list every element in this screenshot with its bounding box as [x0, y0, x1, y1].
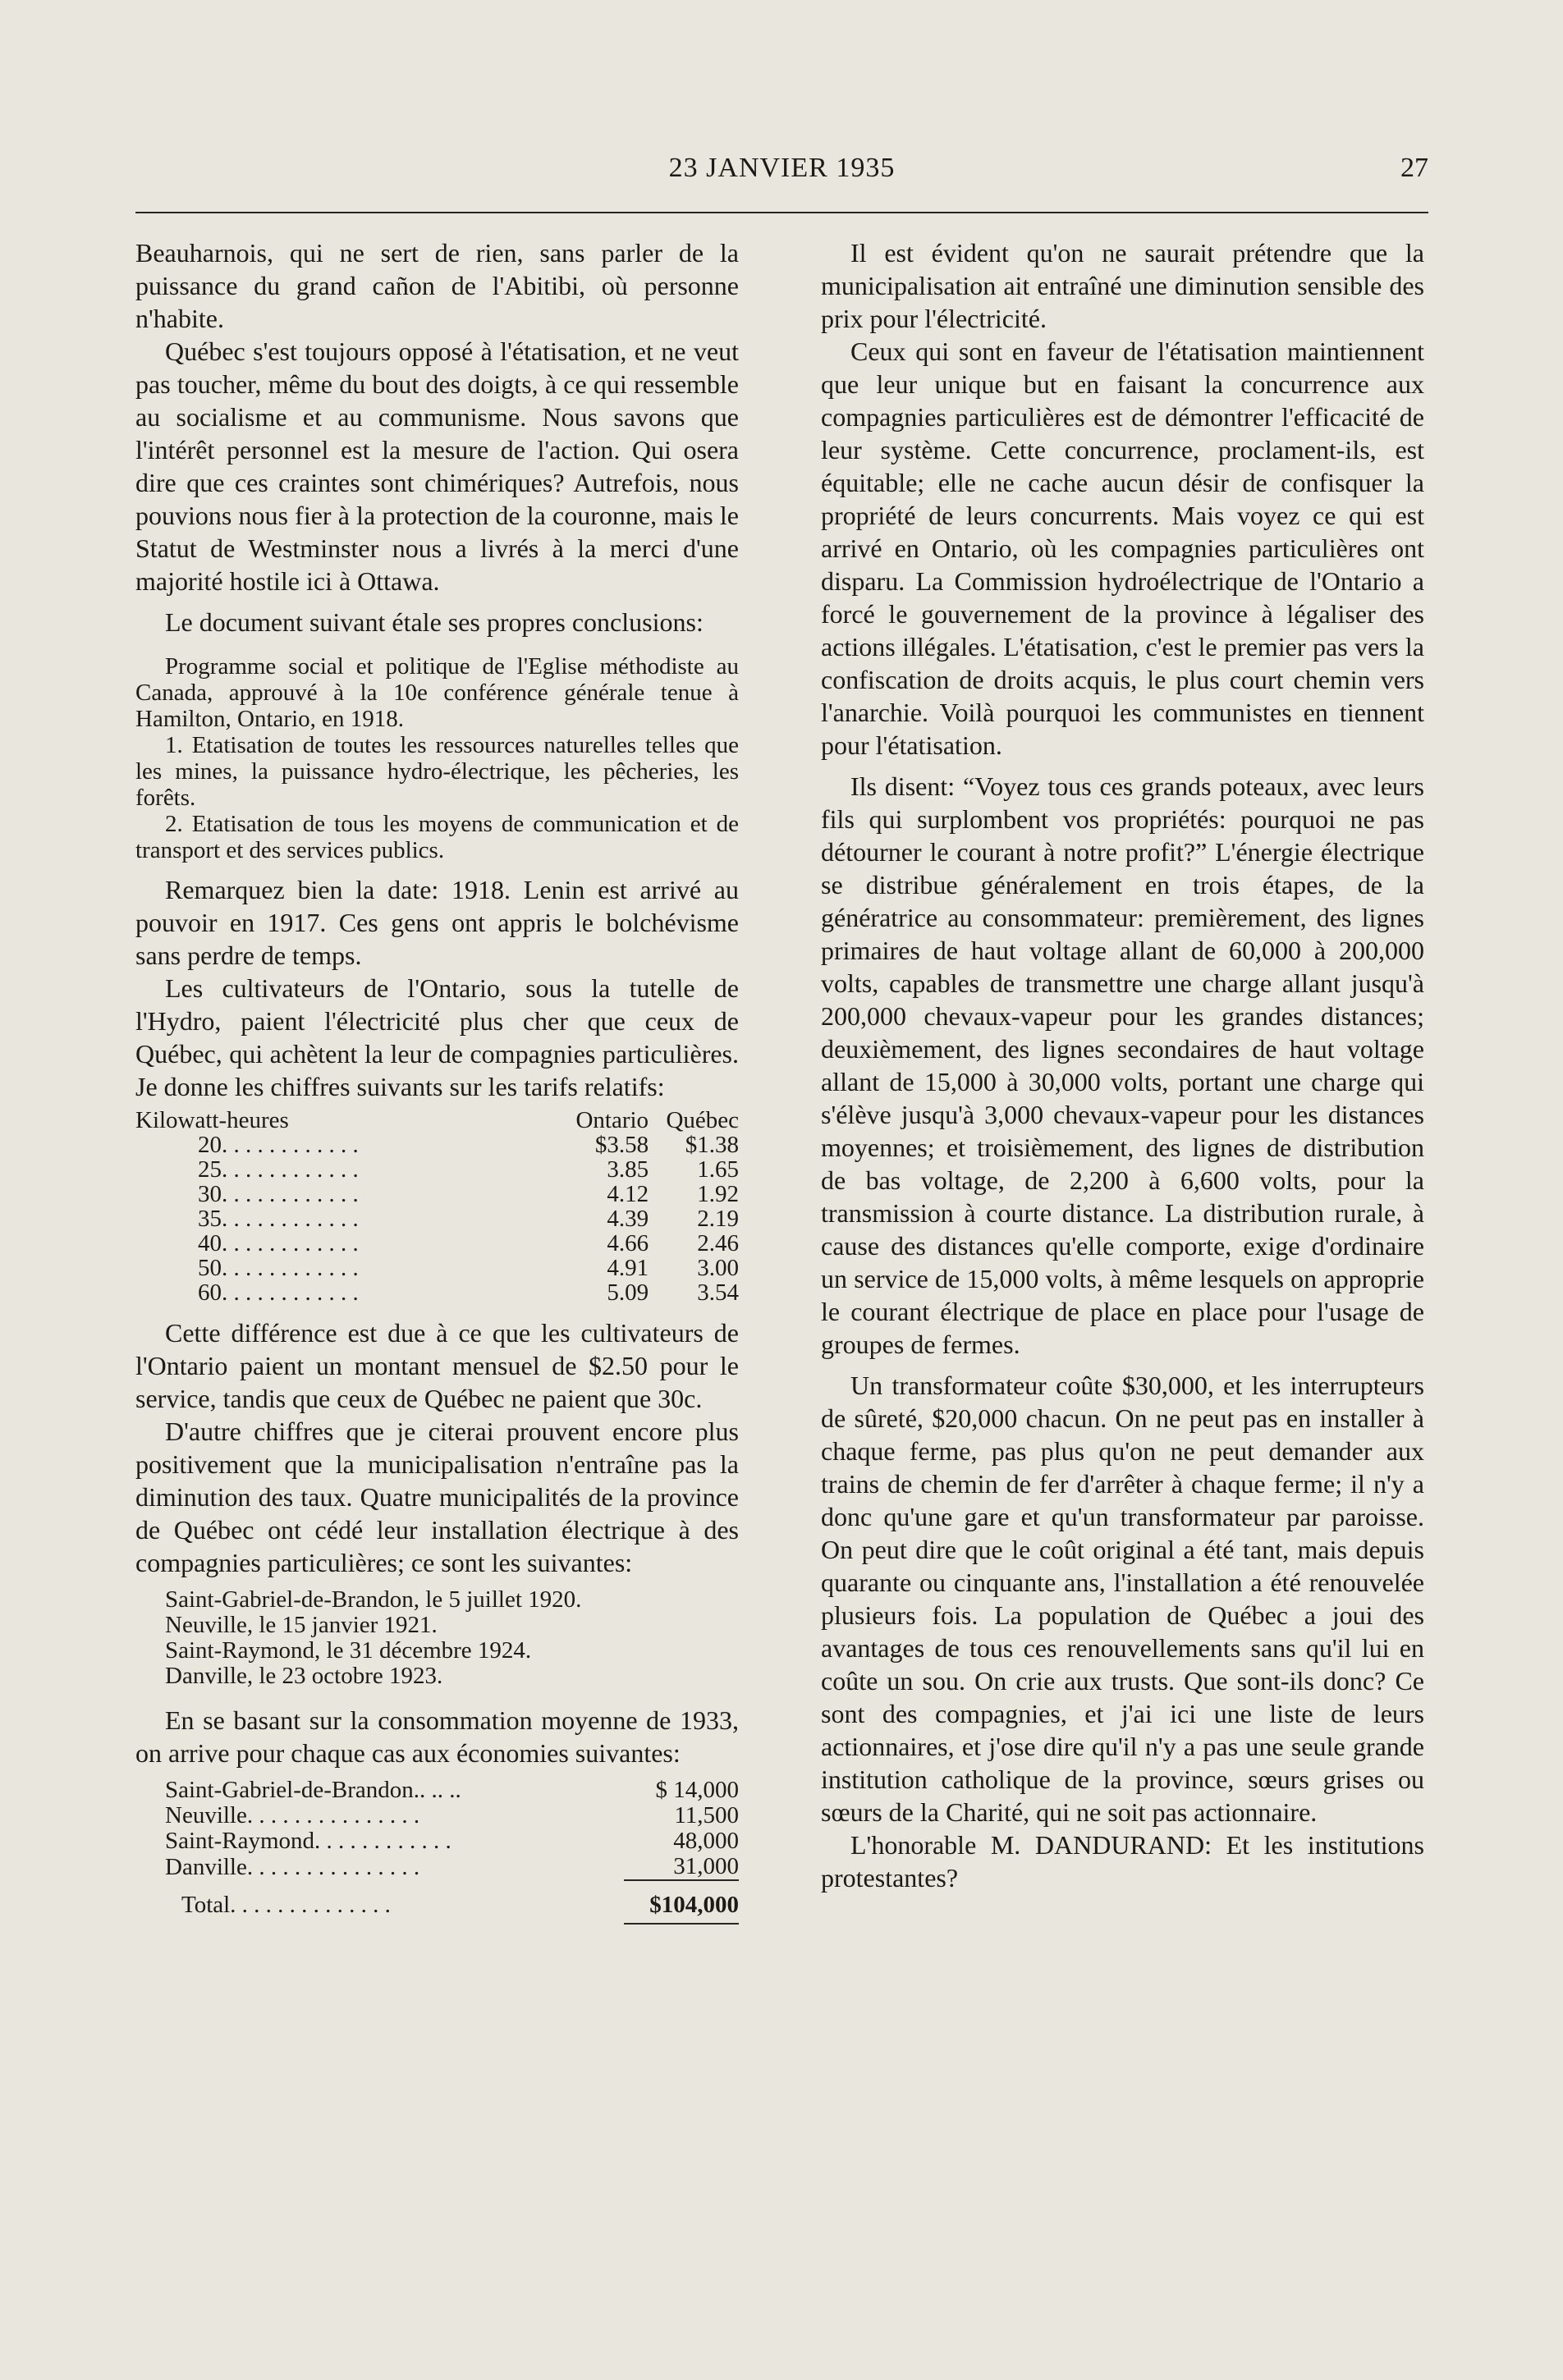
page-date: 23 JANVIER 1935 [668, 153, 896, 183]
cell-label: Neuville. . . . . . . . . . . . . . . [165, 1803, 420, 1828]
total-row [135, 1880, 739, 1918]
total-label: Total. . . . . . . . . . . . . . [181, 1891, 391, 1918]
paragraph: D'autre chiffres que je citerai prouvent encore plus positivement que la municipalisation n'entraîne pas la diminution des taux. Quatre municipalités de la province de Québec ont cédé leur installation électrique à des compagnies particulières; ce sont les suivantes: [135, 1417, 739, 1577]
cell-amount: 48,000 [673, 1828, 739, 1854]
right-column [821, 236, 1424, 1894]
table-row [135, 1182, 739, 1206]
column-header: Ontario [575, 1107, 649, 1133]
quote-item: 2. Etatisation de tous les moyens de communication et de transport et des services publics. [135, 811, 739, 863]
cell-amount: 11,500 [674, 1802, 739, 1828]
table-row [135, 1256, 739, 1280]
cell-quebec: 3.54 [697, 1279, 739, 1306]
cell-quebec: 1.92 [697, 1181, 739, 1207]
total-amount: $104,000 [624, 1880, 739, 1918]
table-row [135, 1231, 739, 1256]
table-row [135, 1280, 739, 1305]
list-item: Danville, le 23 octobre 1923. [165, 1663, 443, 1689]
list-item: Saint-Gabriel-de-Brandon, le 5 juillet 1920. [165, 1586, 582, 1613]
table-row [135, 1854, 739, 1880]
list-item: Neuville, le 15 janvier 1921. [165, 1612, 438, 1638]
cell-ontario: 5.09 [607, 1279, 649, 1306]
paragraph: Les cultivateurs de l'Ontario, sous la tutelle de l'Hydro, paient l'électricité plus cher que ceux de Québec, qui achètent la leur de compagnies particulières. Je donne les chiffres suivants sur les tarifs relatifs: [135, 973, 739, 1101]
column-header: Québec [666, 1107, 739, 1133]
tariff-table [135, 1108, 739, 1305]
table-header-row [135, 1108, 739, 1133]
paragraph: En se basant sur la consommation moyenne de 1933, on arrive pour chaque cas aux économies suivantes: [135, 1705, 739, 1768]
cell-kwh: 30. . . . . . . . . . . . [198, 1182, 359, 1206]
paragraph: Un transformateur coûte $30,000, et les interrupteurs de sûreté, $20,000 chacun. On ne peut pas en installer à chaque ferme, pas plus qu'on ne peut demander aux trains de chemin de fer d'arrêter à chaque ferme; il n'y a donc qu'une gare et qu'un transformateur par paroisse. On peut dire que le coût original a été tant, mais depuis quarante ou cinquante ans, l'installation a été renouvelée plusieurs fois. La population de Québec a joui des avantages de tous ces renouvellements sans qu'il lui en coûte un sou. On crie aux trusts. Que sont-ils donc? Ce sont des compagnies, et j'ai ici une liste de leurs actionnaires, et j'ose dire qu'il n'y a pas une seule grande institution catholique de la province, sœurs grises ou sœurs de la Charité, qui ne soit pas actionnaire. [821, 1371, 1424, 1827]
cell-quebec: 2.19 [697, 1206, 739, 1232]
cell-amount: 31,000 [673, 1853, 739, 1879]
table-row [135, 1157, 739, 1182]
cell-quebec: 1.65 [697, 1156, 739, 1183]
left-column [135, 236, 739, 1925]
cell-ontario: 4.91 [607, 1255, 649, 1281]
paragraph: Il est évident qu'on ne saurait prétendre que la municipalisation ait entraîné une diminution sensible des prix pour l'électricité. [821, 238, 1424, 333]
table-row [135, 1828, 739, 1854]
cell-kwh: 20. . . . . . . . . . . . [198, 1133, 359, 1157]
paragraph: Cette différence est due à ce que les cultivateurs de l'Ontario paient un montant mensuel de $2.50 pour le service, tandis que ceux de Québec ne paient que 30c. [135, 1318, 739, 1413]
interjection: L'honorable M. DANDURAND: Et les institutions protestantes? [821, 1830, 1424, 1893]
cell-label: Saint-Gabriel-de-Brandon.. .. .. [165, 1778, 461, 1803]
cell-kwh: 25. . . . . . . . . . . . [198, 1157, 359, 1182]
cell-amount: $ 14,000 [655, 1777, 739, 1803]
municipality-dates-list [135, 1587, 739, 1689]
paragraph: Ils disent: “Voyez tous ces grands poteaux, avec leurs fils qui surplombent vos propriétés: pourquoi ne pas détourner le courant à notre profit?” L'énergie électrique se distribue généralement en trois étapes, de la génératrice au consommateur: premièrement, des lignes primaires de haut voltage allant de 60,000 à 200,000 volts, capables de transmettre une charge allant jusqu'à 200,000 chevaux-vapeur pour les grandes distances; deuxièmement, des lignes secondaires de haut voltage allant de 15,000 à 30,000 volts, portant une charge qui s'élève jusqu'à 3,000 chevaux-vapeur pour les distances moyennes; et troisièmement, des lignes de distribution de bas voltage, de 2,200 à 6,600 volts, pour la transmission à courte distance. La distribution rurale, à cause des distances qu'elle comporte, exige d'ordinaire un service de 15,000 volts, à même lesquels on approprie le courant électrique de place en place pour l'usage de groupes de fermes. [821, 771, 1424, 1359]
cell-label: Danville. . . . . . . . . . . . . . . [165, 1854, 420, 1880]
cell-ontario: 4.66 [607, 1230, 649, 1256]
page-header [135, 153, 1428, 202]
cell-kwh: 35. . . . . . . . . . . . [198, 1206, 359, 1231]
table-row [135, 1803, 739, 1828]
table-row [135, 1206, 739, 1231]
paragraph: Ceux qui sont en faveur de l'étatisation maintiennent que leur unique but en faisant la concurrence aux compagnies particulières est de démontrer l'efficacité de leur système. Cette concurrence, proclament-ils, est équitable; elle ne cache aucun désir de confisquer la propriété de leurs concurrents. Mais voyez ce qui est arrivé en Ontario, où les compagnies particulières ont disparu. La Commission hydroélectrique de l'Ontario a forcé le gouvernement de la province à légaliser des actions illégales. L'étatisation, c'est le premier pas vers la confiscation de droits acquis, le plus court chemin vers l'anarchie. Voilà pourquoi les communistes en tiennent pour l'étatisation. [821, 336, 1424, 760]
cell-ontario: 3.85 [607, 1156, 649, 1183]
paragraph: Beauharnois, qui ne sert de rien, sans parler de la puissance du grand cañon de l'Abitibi, où personne n'habite. [135, 238, 739, 333]
paragraph: Le document suivant étale ses propres conclusions: [165, 607, 704, 637]
quote-item: 1. Etatisation de toutes les ressources naturelles telles que les mines, la puissance hydro-électrique, les pêcheries, les forêts. [135, 732, 739, 811]
paragraph: Remarquez bien la date: 1918. Lenin est arrivé au pouvoir en 1917. Ces gens ont appris le bolchévisme sans perdre de temps. [135, 875, 739, 970]
cell-kwh: 50. . . . . . . . . . . . [198, 1256, 359, 1280]
cell-ontario: 4.39 [607, 1206, 649, 1232]
total-underline [624, 1923, 739, 1925]
cell-label: Saint-Raymond. . . . . . . . . . . . [165, 1828, 451, 1854]
cell-kwh: 40. . . . . . . . . . . . [198, 1231, 359, 1256]
cell-quebec: 3.00 [697, 1255, 739, 1281]
column-header: Kilowatt-heures [135, 1108, 289, 1133]
cell-quebec: $1.38 [685, 1132, 739, 1158]
cell-quebec: 2.46 [697, 1230, 739, 1256]
list-item: Saint-Raymond, le 31 décembre 1924. [165, 1637, 532, 1664]
page-number: 27 [1400, 153, 1428, 183]
quoted-program [135, 653, 739, 863]
quote-title: Programme social et politique de l'Eglise méthodiste au Canada, approuvé à la 10e conférence générale tenue à Hamilton, Ontario, en 1918. [135, 653, 739, 732]
header-rule [135, 212, 1428, 213]
cell-ontario: $3.58 [594, 1132, 649, 1158]
paragraph: Québec s'est toujours opposé à l'étatisation, et ne veut pas toucher, même du bout des doigts, à ce qui ressemble au socialisme et au communisme. Nous savons que l'intérêt personnel est la mesure de l'action. Qui osera dire que ces craintes sont chimériques? Autrefois, nous pouvions nous fier à la protection de la couronne, mais le Statut de Westminster nous a livrés à la merci d'une majorité hostile ici à Ottawa. [135, 336, 739, 596]
cell-ontario: 4.12 [607, 1181, 649, 1207]
cell-kwh: 60. . . . . . . . . . . . [198, 1280, 359, 1305]
savings-table [135, 1778, 739, 1918]
table-row [135, 1778, 739, 1803]
table-row [135, 1133, 739, 1157]
